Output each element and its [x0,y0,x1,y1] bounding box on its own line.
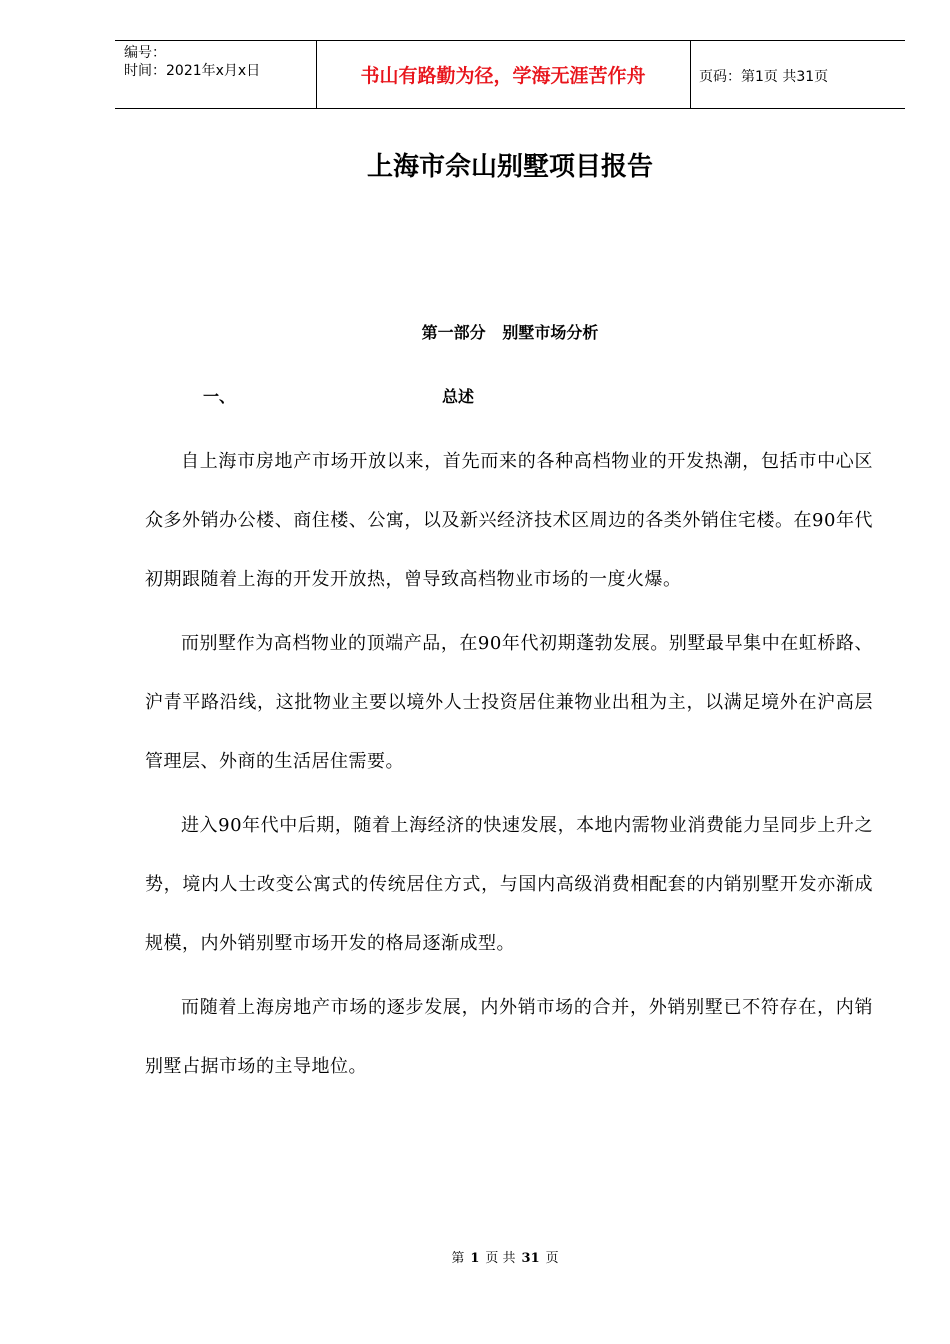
section-title: 总述 [442,387,475,406]
header-meta [124,44,314,80]
footer-mid: 页 共 [485,1251,516,1266]
header-motto: 书山有路勤为径，学海无涯苦作舟 [360,65,646,87]
document-number-label: 编号： [124,45,166,61]
paragraph: 而随着上海房地产市场的逐步发展，内外销市场的合并，外销别墅已不符存在，内销别墅占据市场的主导地位。 [145,997,873,1077]
document-title: 上海市佘山别墅项目报告 [366,152,653,182]
footer-total-pages: 31 [521,1251,540,1266]
paragraph: 进入90年代中后期，随着上海经济的快速发展，本地内需物业消费能力呈同步上升之势，境内人士改变公寓式的传统居住方式，与国内高级消费相配套的内销别墅开发亦渐成规模，内外销别墅市场开发的格局逐渐成型。 [145,815,873,954]
section-number: 一、 [203,387,236,406]
footer-current-page: 1 [470,1251,480,1266]
part-heading: 第一部分 别墅市场分析 [421,323,599,342]
paragraph: 而别墅作为高档物业的顶端产品，在90年代初期蓬勃发展。别墅最早集中在虹桥路、沪青平路沿线，这批物业主要以境外人士投资居住兼物业出租为主，以满足境外在沪高层管理层、外商的生活居住需要。 [145,633,873,772]
footer-prefix: 第 [451,1251,465,1266]
header-page-info: 页码：第1页 共31页 [699,69,829,85]
page-footer [0,1247,950,1266]
document-time: 时间：2021年x月x日 [124,63,261,79]
document-header [115,40,905,109]
header-divider [690,41,691,108]
paragraph: 自上海市房地产市场开放以来，首先而来的各种高档物业的开发热潮，包括市中心区众多外销办公楼、商住楼、公寓，以及新兴经济技术区周边的各类外销住宅楼。在90年代初期跟随着上海的开发开放热，曾导致高档物业市场的一度火爆。 [145,451,873,590]
body-text [145,432,873,1096]
footer-suffix: 页 [545,1251,559,1266]
